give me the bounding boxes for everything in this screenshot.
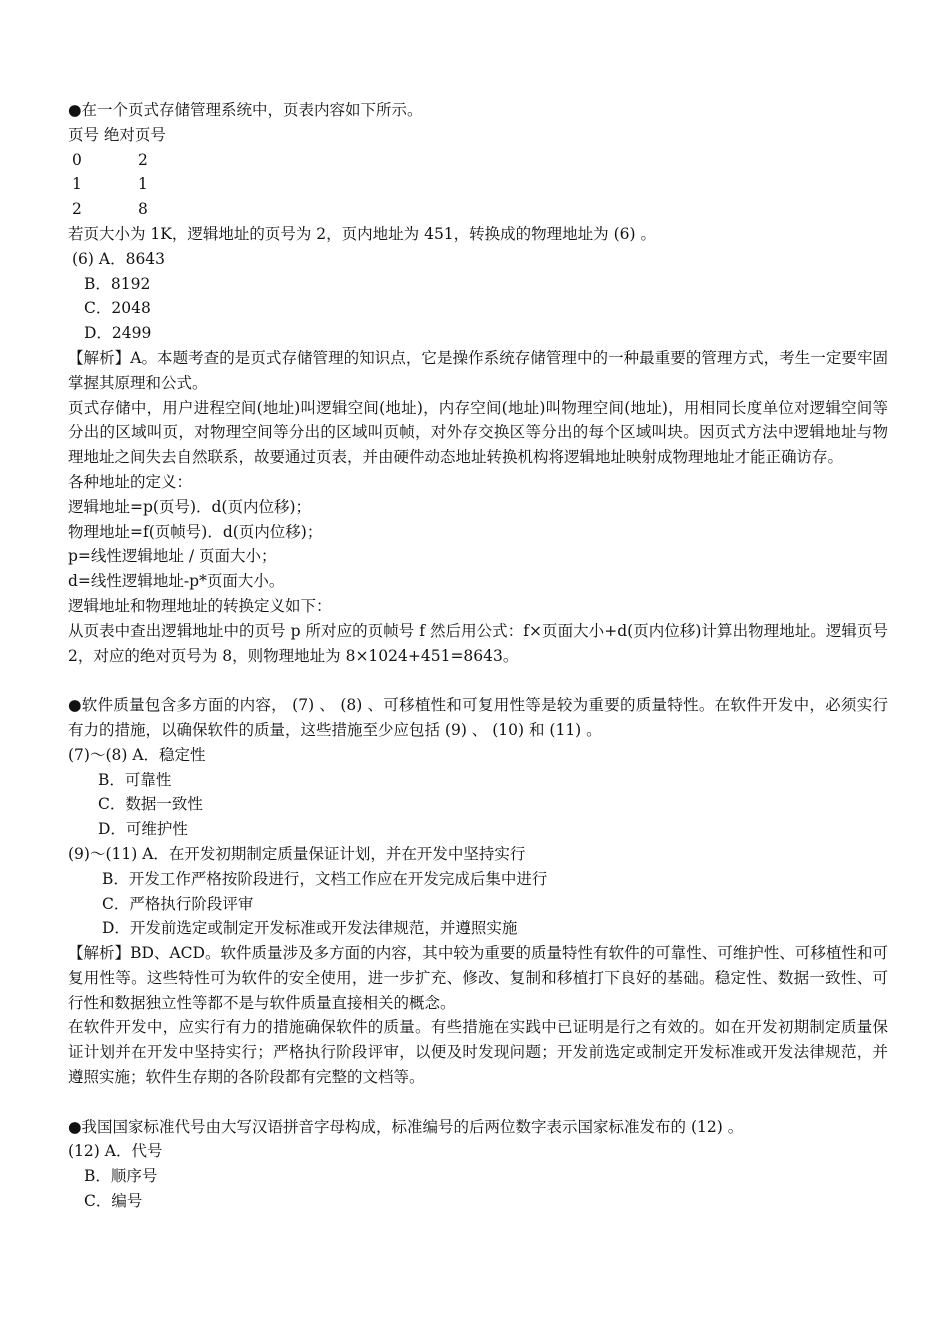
q2-option: B．开发工作严格按阶段进行，文档工作应在开发完成后集中进行 bbox=[102, 869, 548, 888]
q1-question: 若页大小为 1K，逻辑地址的页号为 2，页内地址为 451，转换成的物理地址为 (6) 。 bbox=[68, 224, 656, 243]
q3-stem: ●我国国家标准代号由大写汉语拼音字母构成，标准编号的后两位数字表示国家标准发布的 (12) 。 bbox=[68, 1117, 744, 1136]
q3-option-c: C．编号 bbox=[84, 1192, 143, 1211]
q1-option-b: B．8192 bbox=[84, 274, 151, 293]
frame-number: 8 bbox=[138, 200, 148, 219]
q2-analysis-1: 【解析】BD、ACD。软件质量涉及多方面的内容，其中较为重要的质量特性有软件的可靠性、可维护性、可移植性和可复用性等。这些特性可为软件的安全使用，进一步扩充、修改、复制和移植打下良好的基础。稳定性、数据一致性、可行性和数据独立性等都不是与软件质量直接相关的概念。 bbox=[68, 944, 888, 1012]
q1-analysis-body: 页式存储中，用户进程空间(地址)叫逻辑空间(地址)，内存空间(地址)叫物理空间(地址)，用相同长度单位对逻辑空间等分出的区域叫页，对物理空间等分出的区域叫页帧，对外存交换区等分出的每个区域叫块。因页式方法中逻辑地址与物理地址之间失去自然联系，故要通过页表，并由硬件动态地址转换机构将逻辑地址映射成物理地址才能正确访存。 bbox=[68, 398, 888, 467]
q1-option-c: C．2048 bbox=[84, 299, 151, 318]
page-table-header: 页号 绝对页号 bbox=[68, 125, 166, 144]
frame-number: 2 bbox=[138, 150, 148, 169]
q2-option: C．严格执行阶段评审 bbox=[102, 894, 254, 913]
page-table-row bbox=[68, 172, 888, 197]
document-page bbox=[68, 98, 888, 1214]
q1-analysis-intro: 【解析】A。本题考查的是页式存储管理的知识点，它是操作系统存储管理中的一种最重要的管理方式，考生一定要牢固掌握其原理和公式。 bbox=[68, 348, 888, 392]
q3-option-b: B．顺序号 bbox=[84, 1167, 158, 1186]
q1-stem: ●在一个页式存储管理系统中，页表内容如下所示。 bbox=[68, 101, 423, 119]
q1-analysis-conclusion: 从页表中查出逻辑地址中的页号 p 所对应的页帧号 f 然后用公式：f×页面大小+d(页内位移)计算出物理地址。逻辑页号 2，对应的绝对页号为 8，则物理地址为 8×1024+451=8643。 bbox=[68, 621, 888, 665]
q1-analysis-line: 逻辑地址=p(页号)．d(页内位移)； bbox=[68, 497, 312, 516]
q2-option: C．数据一致性 bbox=[98, 795, 203, 814]
q1-analysis-line: 各种地址的定义： bbox=[68, 472, 193, 491]
q1-option-d: D．2499 bbox=[84, 324, 152, 343]
q1-analysis-line: p=线性逻辑地址 / 页面大小； bbox=[68, 547, 277, 566]
section-spacer bbox=[68, 1090, 888, 1115]
q2-options-a-head: (7)～(8) A．稳定性 bbox=[68, 745, 206, 764]
q2-option: D．开发前选定或制定开发标准或开发法律规范，并遵照实施 bbox=[102, 919, 518, 938]
section-spacer bbox=[68, 668, 888, 693]
q2-option: B．可靠性 bbox=[98, 770, 172, 789]
q1-analysis-line: 逻辑地址和物理地址的转换定义如下： bbox=[68, 596, 332, 615]
page-number: 0 bbox=[72, 150, 82, 169]
q2-analysis-2: 在软件开发中，应实行有力的措施确保软件的质量。有些措施在实践中已证明是行之有效的。如在开发初期制定质量保证计划并在开发中坚持实行；严格执行阶段评审，以便及时发现问题；开发前选定或制定开发标准或开发法律规范，并遵照实施；软件生存期的各阶段都有完整的文档等。 bbox=[68, 1018, 888, 1087]
q2-option: D．可维护性 bbox=[98, 820, 188, 839]
q2-stem: ●软件质量包含多方面的内容， (7) 、 (8) 、可移植性和可复用性等是较为重要的质量特性。在软件开发中，必须实行有力的措施，以确保软件的质量，这些措施至少应包括 (9) 、 (10) 和 (11) 。 bbox=[68, 696, 888, 739]
q3-option-a: (12) A．代号 bbox=[68, 1142, 163, 1161]
q1-option-a: (6) A．8643 bbox=[72, 249, 166, 268]
frame-number: 1 bbox=[138, 175, 148, 194]
page-number: 1 bbox=[72, 175, 82, 194]
page-number: 2 bbox=[72, 200, 82, 219]
q2-options-b-head: (9)～(11) A．在开发初期制定质量保证计划，并在开发中坚持实行 bbox=[68, 844, 526, 863]
page-table-row bbox=[68, 197, 888, 222]
q1-analysis-line: d=线性逻辑地址-p*页面大小。 bbox=[68, 572, 285, 591]
page-table-row bbox=[68, 148, 888, 173]
q1-analysis-line: 物理地址=f(页帧号)．d(页内位移)； bbox=[68, 522, 323, 541]
